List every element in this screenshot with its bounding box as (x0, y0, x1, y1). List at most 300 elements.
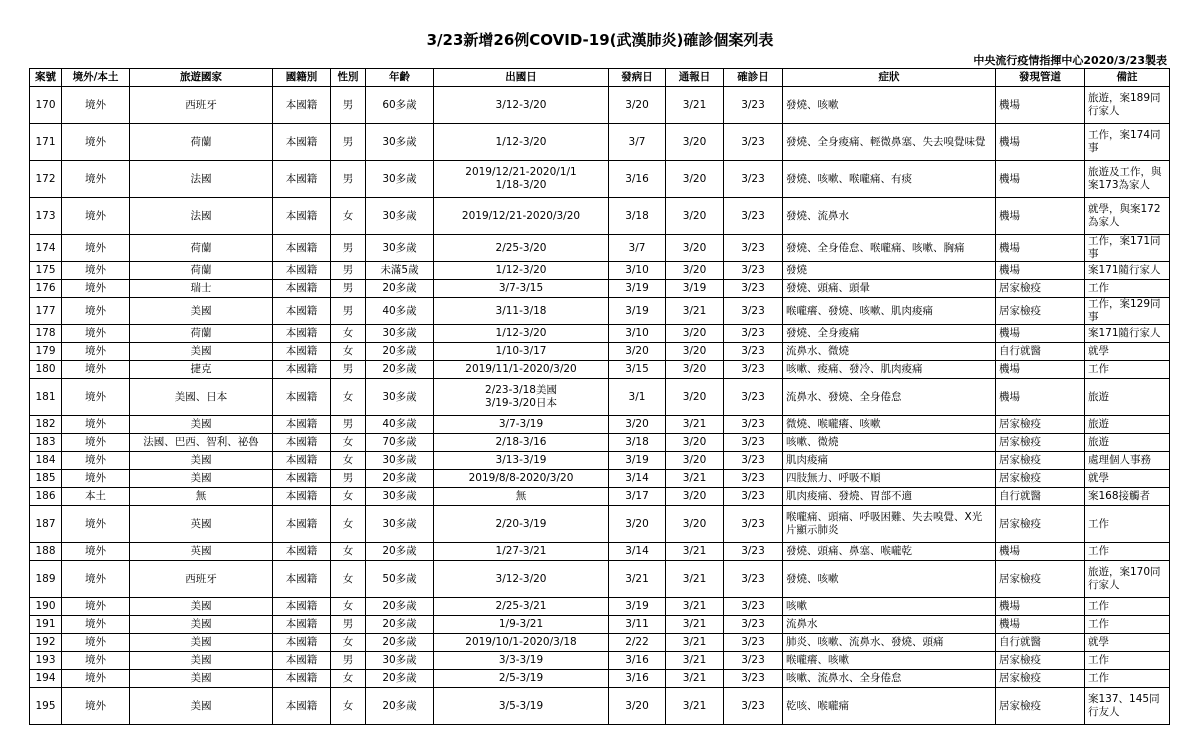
origin-cell: 境外 (62, 434, 130, 452)
note-cell: 案168接觸者 (1085, 488, 1170, 506)
detection-channel-cell: 居家檢疫 (996, 434, 1085, 452)
report-date-cell: 3/20 (666, 124, 724, 161)
symptoms-cell: 流鼻水、微燒 (783, 343, 996, 361)
onset-date-cell: 3/20 (609, 343, 666, 361)
nationality-cell: 本國籍 (273, 506, 331, 543)
note-cell: 工作 (1085, 543, 1170, 561)
confirm-date-cell: 3/23 (724, 561, 783, 598)
detection-channel-cell: 自行就醫 (996, 343, 1085, 361)
confirm-date-cell: 3/23 (724, 262, 783, 280)
origin-cell: 境外 (62, 416, 130, 434)
case-id-cell: 181 (30, 379, 62, 416)
origin-cell: 境外 (62, 543, 130, 561)
case-id-cell: 195 (30, 688, 62, 725)
origin-cell: 境外 (62, 87, 130, 124)
country-cell: 美國 (130, 298, 273, 325)
nationality-cell: 本國籍 (273, 688, 331, 725)
detection-channel-cell: 機場 (996, 598, 1085, 616)
symptoms-cell: 乾咳、喉嚨痛 (783, 688, 996, 725)
col-header: 國籍別 (273, 69, 331, 87)
country-cell: 美國 (130, 598, 273, 616)
report-date-cell: 3/20 (666, 325, 724, 343)
detection-channel-cell: 居家檢疫 (996, 688, 1085, 725)
table-row (30, 506, 1170, 543)
country-cell: 美國 (130, 416, 273, 434)
nationality-cell: 本國籍 (273, 652, 331, 670)
travel-date-cell: 1/12-3/20 (434, 325, 609, 343)
age-cell: 20多歲 (366, 598, 434, 616)
age-cell: 20多歲 (366, 616, 434, 634)
table-row (30, 688, 1170, 725)
confirm-date-cell: 3/23 (724, 488, 783, 506)
origin-cell: 境外 (62, 361, 130, 379)
report-date-cell: 3/20 (666, 379, 724, 416)
note-cell: 工作，案129同事 (1085, 298, 1170, 325)
confirm-date-cell: 3/23 (724, 343, 783, 361)
symptoms-cell: 咳嗽、微燒 (783, 434, 996, 452)
travel-date-cell: 2019/11/1-2020/3/20 (434, 361, 609, 379)
report-date-cell: 3/21 (666, 670, 724, 688)
detection-channel-cell: 機場 (996, 161, 1085, 198)
travel-date-cell: 2/18-3/16 (434, 434, 609, 452)
nationality-cell: 本國籍 (273, 598, 331, 616)
symptoms-cell: 發燒、全身痠痛、輕微鼻塞、失去嗅覺味覺 (783, 124, 996, 161)
travel-date-cell: 1/12-3/20 (434, 124, 609, 161)
travel-date-cell: 2019/12/21-2020/3/20 (434, 198, 609, 235)
confirm-date-cell: 3/23 (724, 598, 783, 616)
country-cell: 瑞士 (130, 280, 273, 298)
confirm-date-cell: 3/23 (724, 506, 783, 543)
age-cell: 30多歲 (366, 235, 434, 262)
nationality-cell: 本國籍 (273, 452, 331, 470)
country-cell: 美國 (130, 652, 273, 670)
detection-channel-cell: 居家檢疫 (996, 506, 1085, 543)
symptoms-cell: 發燒、頭痛、頭暈 (783, 280, 996, 298)
table-row (30, 280, 1170, 298)
age-cell: 30多歲 (366, 488, 434, 506)
symptoms-cell: 發燒、頭痛、鼻塞、喉嚨乾 (783, 543, 996, 561)
table-row (30, 161, 1170, 198)
nationality-cell: 本國籍 (273, 561, 331, 598)
symptoms-cell: 喉嚨癢、發燒、咳嗽、肌肉痠痛 (783, 298, 996, 325)
detection-channel-cell: 居家檢疫 (996, 470, 1085, 488)
report-date-cell: 3/21 (666, 688, 724, 725)
note-cell: 工作，案171同事 (1085, 235, 1170, 262)
note-cell: 工作 (1085, 670, 1170, 688)
sex-cell: 男 (331, 124, 366, 161)
report-date-cell: 3/21 (666, 634, 724, 652)
table-row (30, 452, 1170, 470)
case-id-cell: 177 (30, 298, 62, 325)
note-cell: 工作 (1085, 280, 1170, 298)
symptoms-cell: 咳嗽、流鼻水、全身倦怠 (783, 670, 996, 688)
case-id-cell: 172 (30, 161, 62, 198)
country-cell: 荷蘭 (130, 235, 273, 262)
report-date-cell: 3/21 (666, 616, 724, 634)
detection-channel-cell: 自行就醫 (996, 634, 1085, 652)
sex-cell: 女 (331, 670, 366, 688)
note-cell: 工作 (1085, 616, 1170, 634)
onset-date-cell: 3/19 (609, 452, 666, 470)
symptoms-cell: 流鼻水、發燒、全身倦怠 (783, 379, 996, 416)
col-header: 備註 (1085, 69, 1170, 87)
col-header: 通報日 (666, 69, 724, 87)
onset-date-cell: 3/21 (609, 561, 666, 598)
note-cell: 工作 (1085, 506, 1170, 543)
table-row (30, 416, 1170, 434)
case-id-cell: 185 (30, 470, 62, 488)
nationality-cell: 本國籍 (273, 343, 331, 361)
onset-date-cell: 3/14 (609, 543, 666, 561)
onset-date-cell: 3/16 (609, 670, 666, 688)
origin-cell: 境外 (62, 343, 130, 361)
col-header: 旅遊國家 (130, 69, 273, 87)
col-header: 年齡 (366, 69, 434, 87)
origin-cell: 境外 (62, 616, 130, 634)
travel-date-cell: 2/25-3/20 (434, 235, 609, 262)
case-table-body (30, 87, 1170, 725)
table-row (30, 262, 1170, 280)
case-id-cell: 171 (30, 124, 62, 161)
confirm-date-cell: 3/23 (724, 652, 783, 670)
origin-cell: 境外 (62, 452, 130, 470)
sex-cell: 女 (331, 598, 366, 616)
country-cell: 西班牙 (130, 87, 273, 124)
age-cell: 40多歲 (366, 298, 434, 325)
case-id-cell: 178 (30, 325, 62, 343)
onset-date-cell: 3/19 (609, 280, 666, 298)
country-cell: 西班牙 (130, 561, 273, 598)
symptoms-cell: 發燒、流鼻水 (783, 198, 996, 235)
note-cell: 旅遊 (1085, 416, 1170, 434)
travel-date-cell: 3/5-3/19 (434, 688, 609, 725)
age-cell: 20多歲 (366, 543, 434, 561)
confirm-date-cell: 3/23 (724, 543, 783, 561)
detection-channel-cell: 機場 (996, 235, 1085, 262)
country-cell: 美國 (130, 452, 273, 470)
report-date-cell: 3/21 (666, 416, 724, 434)
travel-date-cell: 3/11-3/18 (434, 298, 609, 325)
age-cell: 20多歲 (366, 361, 434, 379)
onset-date-cell: 3/16 (609, 652, 666, 670)
table-row (30, 470, 1170, 488)
travel-date-cell: 2019/8/8-2020/3/20 (434, 470, 609, 488)
onset-date-cell: 3/10 (609, 262, 666, 280)
symptoms-cell: 發燒、咳嗽 (783, 561, 996, 598)
table-row (30, 488, 1170, 506)
col-header: 出國日 (434, 69, 609, 87)
age-cell: 20多歲 (366, 634, 434, 652)
case-id-cell: 184 (30, 452, 62, 470)
sex-cell: 女 (331, 506, 366, 543)
nationality-cell: 本國籍 (273, 298, 331, 325)
age-cell: 30多歲 (366, 452, 434, 470)
case-id-cell: 194 (30, 670, 62, 688)
col-header: 發現管道 (996, 69, 1085, 87)
detection-channel-cell: 自行就醫 (996, 488, 1085, 506)
case-id-cell: 175 (30, 262, 62, 280)
country-cell: 美國 (130, 616, 273, 634)
nationality-cell: 本國籍 (273, 543, 331, 561)
case-id-cell: 180 (30, 361, 62, 379)
onset-date-cell: 3/7 (609, 235, 666, 262)
detection-channel-cell: 居家檢疫 (996, 452, 1085, 470)
nationality-cell: 本國籍 (273, 416, 331, 434)
note-cell: 就學，與案172為家人 (1085, 198, 1170, 235)
onset-date-cell: 3/17 (609, 488, 666, 506)
origin-cell: 境外 (62, 124, 130, 161)
travel-date-cell: 2019/12/21-2020/1/1 1/18-3/20 (434, 161, 609, 198)
report-date-cell: 3/21 (666, 543, 724, 561)
symptoms-cell: 發燒、咳嗽、喉嚨痛、有痰 (783, 161, 996, 198)
case-id-cell: 173 (30, 198, 62, 235)
case-id-cell: 182 (30, 416, 62, 434)
symptoms-cell: 喉嚨癢、咳嗽 (783, 652, 996, 670)
travel-date-cell: 1/10-3/17 (434, 343, 609, 361)
table-row (30, 616, 1170, 634)
case-id-cell: 193 (30, 652, 62, 670)
symptoms-cell: 喉嚨痛、頭痛、呼吸困難、失去嗅覺、X光片顯示肺炎 (783, 506, 996, 543)
note-cell: 旅遊，案170同行家人 (1085, 561, 1170, 598)
nationality-cell: 本國籍 (273, 470, 331, 488)
case-id-cell: 186 (30, 488, 62, 506)
sex-cell: 女 (331, 325, 366, 343)
table-row (30, 543, 1170, 561)
detection-channel-cell: 機場 (996, 87, 1085, 124)
sex-cell: 男 (331, 470, 366, 488)
detection-channel-cell: 機場 (996, 198, 1085, 235)
onset-date-cell: 3/15 (609, 361, 666, 379)
origin-cell: 境外 (62, 262, 130, 280)
nationality-cell: 本國籍 (273, 235, 331, 262)
age-cell: 40多歲 (366, 416, 434, 434)
table-row (30, 598, 1170, 616)
sex-cell: 女 (331, 561, 366, 598)
sex-cell: 男 (331, 280, 366, 298)
detection-channel-cell: 居家檢疫 (996, 280, 1085, 298)
table-row (30, 434, 1170, 452)
onset-date-cell: 3/14 (609, 470, 666, 488)
sex-cell: 女 (331, 543, 366, 561)
age-cell: 未滿5歲 (366, 262, 434, 280)
origin-cell: 境外 (62, 298, 130, 325)
confirm-date-cell: 3/23 (724, 416, 783, 434)
confirm-date-cell: 3/23 (724, 124, 783, 161)
col-header: 案號 (30, 69, 62, 87)
sex-cell: 男 (331, 416, 366, 434)
report-date-cell: 3/20 (666, 161, 724, 198)
onset-date-cell: 3/10 (609, 325, 666, 343)
note-cell: 案171隨行家人 (1085, 262, 1170, 280)
country-cell: 法國 (130, 198, 273, 235)
detection-channel-cell: 機場 (996, 325, 1085, 343)
onset-date-cell: 3/11 (609, 616, 666, 634)
case-table (29, 68, 1170, 725)
age-cell: 30多歲 (366, 652, 434, 670)
travel-date-cell: 1/9-3/21 (434, 616, 609, 634)
nationality-cell: 本國籍 (273, 670, 331, 688)
confirm-date-cell: 3/23 (724, 634, 783, 652)
case-id-cell: 187 (30, 506, 62, 543)
table-row (30, 652, 1170, 670)
report-date-cell: 3/21 (666, 598, 724, 616)
travel-date-cell: 2/20-3/19 (434, 506, 609, 543)
symptoms-cell: 發燒、全身倦怠、喉嚨痛、咳嗽、胸痛 (783, 235, 996, 262)
report-date-cell: 3/20 (666, 506, 724, 543)
confirm-date-cell: 3/23 (724, 616, 783, 634)
confirm-date-cell: 3/23 (724, 688, 783, 725)
country-cell: 美國 (130, 343, 273, 361)
note-cell: 案137、145同行友人 (1085, 688, 1170, 725)
note-cell: 工作，案174同事 (1085, 124, 1170, 161)
nationality-cell: 本國籍 (273, 634, 331, 652)
case-id-cell: 190 (30, 598, 62, 616)
col-header: 症狀 (783, 69, 996, 87)
report-date-cell: 3/20 (666, 488, 724, 506)
nationality-cell: 本國籍 (273, 488, 331, 506)
country-cell: 捷克 (130, 361, 273, 379)
travel-date-cell: 1/27-3/21 (434, 543, 609, 561)
case-id-cell: 189 (30, 561, 62, 598)
origin-cell: 境外 (62, 161, 130, 198)
symptoms-cell: 微燒、喉嚨癢、咳嗽 (783, 416, 996, 434)
symptoms-cell: 肌肉痠痛 (783, 452, 996, 470)
report-date-cell: 3/19 (666, 280, 724, 298)
note-cell: 就學 (1085, 634, 1170, 652)
origin-cell: 境外 (62, 235, 130, 262)
nationality-cell: 本國籍 (273, 161, 331, 198)
onset-date-cell: 3/19 (609, 298, 666, 325)
note-cell: 旅遊，案189同行家人 (1085, 87, 1170, 124)
country-cell: 荷蘭 (130, 325, 273, 343)
nationality-cell: 本國籍 (273, 325, 331, 343)
symptoms-cell: 四肢無力、呼吸不順 (783, 470, 996, 488)
table-row (30, 87, 1170, 124)
report-date-cell: 3/21 (666, 470, 724, 488)
symptoms-cell: 流鼻水 (783, 616, 996, 634)
origin-cell: 境外 (62, 561, 130, 598)
country-cell: 法國 (130, 161, 273, 198)
detection-channel-cell: 機場 (996, 379, 1085, 416)
table-row (30, 235, 1170, 262)
symptoms-cell: 咳嗽、痠痛、發冷、肌肉痠痛 (783, 361, 996, 379)
confirm-date-cell: 3/23 (724, 452, 783, 470)
sex-cell: 女 (331, 488, 366, 506)
col-header: 境外/本土 (62, 69, 130, 87)
country-cell: 無 (130, 488, 273, 506)
onset-date-cell: 2/22 (609, 634, 666, 652)
symptoms-cell: 發燒 (783, 262, 996, 280)
onset-date-cell: 3/16 (609, 161, 666, 198)
onset-date-cell: 3/18 (609, 198, 666, 235)
table-row (30, 379, 1170, 416)
col-header: 發病日 (609, 69, 666, 87)
travel-date-cell: 3/13-3/19 (434, 452, 609, 470)
onset-date-cell: 3/1 (609, 379, 666, 416)
travel-date-cell: 2/5-3/19 (434, 670, 609, 688)
detection-channel-cell: 居家檢疫 (996, 298, 1085, 325)
origin-cell: 境外 (62, 506, 130, 543)
detection-channel-cell: 機場 (996, 361, 1085, 379)
table-row (30, 124, 1170, 161)
country-cell: 荷蘭 (130, 262, 273, 280)
table-row (30, 198, 1170, 235)
page-title: 3/23新增26例COVID-19(武漢肺炎)確診個案列表 (426, 31, 774, 49)
table-row (30, 325, 1170, 343)
origin-cell: 境外 (62, 634, 130, 652)
travel-date-cell: 3/7-3/15 (434, 280, 609, 298)
note-cell: 旅遊 (1085, 379, 1170, 416)
note-cell: 就學 (1085, 343, 1170, 361)
sex-cell: 女 (331, 379, 366, 416)
travel-date-cell: 3/7-3/19 (434, 416, 609, 434)
report-date-cell: 3/20 (666, 361, 724, 379)
note-cell: 旅遊及工作，與案173為家人 (1085, 161, 1170, 198)
detection-channel-cell: 機場 (996, 124, 1085, 161)
origin-cell: 境外 (62, 652, 130, 670)
confirm-date-cell: 3/23 (724, 235, 783, 262)
detection-channel-cell: 機場 (996, 543, 1085, 561)
sex-cell: 男 (331, 235, 366, 262)
travel-date-cell: 2/23-3/18美國 3/19-3/20日本 (434, 379, 609, 416)
country-cell: 英國 (130, 506, 273, 543)
report-date-cell: 3/20 (666, 262, 724, 280)
origin-cell: 本土 (62, 488, 130, 506)
sex-cell: 男 (331, 87, 366, 124)
confirm-date-cell: 3/23 (724, 379, 783, 416)
confirm-date-cell: 3/23 (724, 298, 783, 325)
onset-date-cell: 3/20 (609, 506, 666, 543)
country-cell: 美國 (130, 688, 273, 725)
origin-cell: 境外 (62, 198, 130, 235)
table-row (30, 561, 1170, 598)
note-cell: 工作 (1085, 652, 1170, 670)
detection-channel-cell: 機場 (996, 616, 1085, 634)
age-cell: 50多歲 (366, 561, 434, 598)
onset-date-cell: 3/20 (609, 87, 666, 124)
sex-cell: 女 (331, 198, 366, 235)
symptoms-cell: 發燒、全身痠痛 (783, 325, 996, 343)
case-id-cell: 176 (30, 280, 62, 298)
origin-cell: 境外 (62, 280, 130, 298)
age-cell: 30多歲 (366, 161, 434, 198)
travel-date-cell: 無 (434, 488, 609, 506)
sex-cell: 女 (331, 452, 366, 470)
nationality-cell: 本國籍 (273, 198, 331, 235)
onset-date-cell: 3/7 (609, 124, 666, 161)
case-id-cell: 192 (30, 634, 62, 652)
origin-cell: 境外 (62, 670, 130, 688)
origin-cell: 境外 (62, 688, 130, 725)
sex-cell: 男 (331, 652, 366, 670)
country-cell: 美國 (130, 670, 273, 688)
origin-cell: 境外 (62, 325, 130, 343)
confirm-date-cell: 3/23 (724, 670, 783, 688)
report-date-cell: 3/20 (666, 452, 724, 470)
sex-cell: 女 (331, 343, 366, 361)
table-row (30, 361, 1170, 379)
report-date-cell: 3/21 (666, 298, 724, 325)
age-cell: 30多歲 (366, 506, 434, 543)
age-cell: 20多歲 (366, 470, 434, 488)
sex-cell: 男 (331, 298, 366, 325)
sex-cell: 男 (331, 262, 366, 280)
age-cell: 30多歲 (366, 379, 434, 416)
confirm-date-cell: 3/23 (724, 470, 783, 488)
age-cell: 20多歲 (366, 280, 434, 298)
age-cell: 30多歲 (366, 124, 434, 161)
age-cell: 30多歲 (366, 198, 434, 235)
